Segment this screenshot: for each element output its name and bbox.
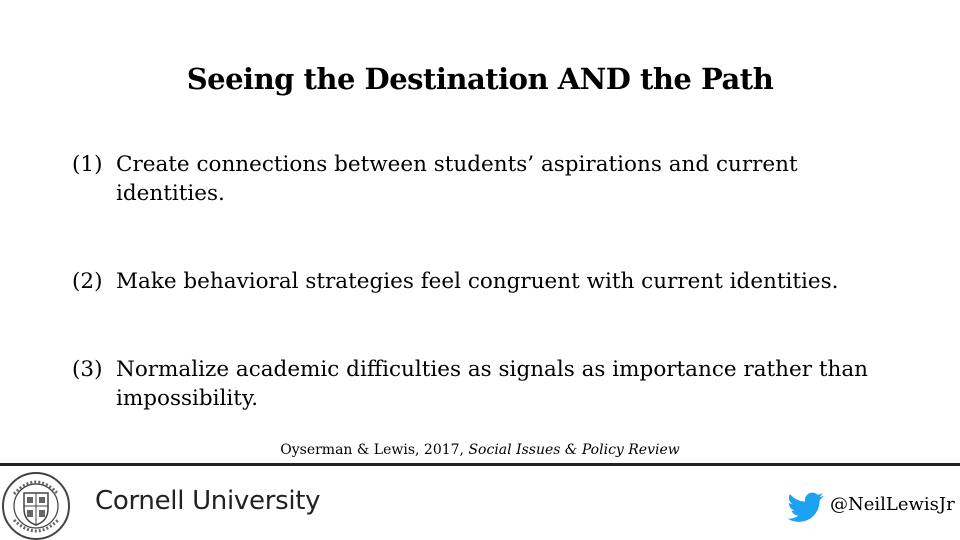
point-text: Make behavioral strategies feel congruent with current identities. <box>116 269 839 294</box>
footer-divider <box>0 463 960 466</box>
twitter-bird-icon <box>786 489 826 525</box>
point-text: Normalize academic difficulties as signals as importance rather than impossibility. <box>116 357 869 411</box>
twitter-handle: @NeilLewisJr <box>830 494 955 515</box>
point-list <box>72 150 892 472</box>
point-text: Create connections between students’ aspirations and current identities. <box>116 152 798 206</box>
list-item <box>72 267 892 296</box>
cornell-wordmark: Cornell University <box>95 486 321 516</box>
citation-authors: Oyserman & Lewis, 2017, <box>280 442 465 458</box>
point-number: (3) <box>72 357 103 382</box>
point-number: (2) <box>72 269 103 294</box>
slide-title: Seeing the Destination AND the Path <box>186 62 774 96</box>
citation-journal: Social Issues & Policy Review <box>468 442 680 458</box>
citation <box>0 442 960 458</box>
list-item <box>72 355 892 413</box>
list-item <box>72 150 892 208</box>
point-number: (1) <box>72 152 103 177</box>
cornell-seal-icon <box>0 466 78 540</box>
